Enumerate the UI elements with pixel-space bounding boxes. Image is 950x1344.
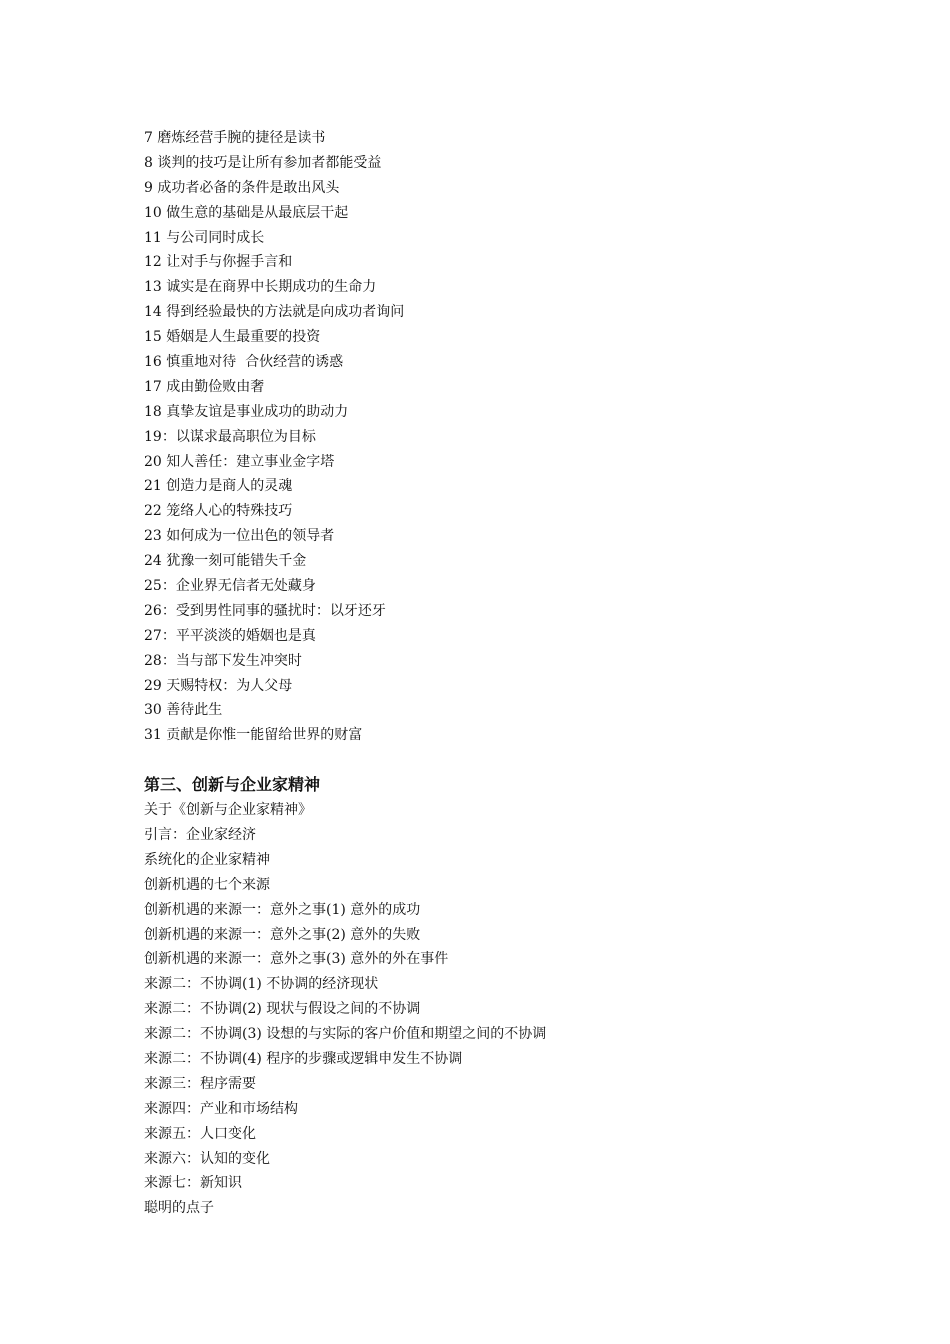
list-item: 来源五：人口变化: [144, 1125, 256, 1142]
list-item: 17 成由勤俭败由奢: [144, 378, 265, 395]
list-item: 8 谈判的技巧是让所有参加者都能受益: [144, 154, 382, 171]
list-item: 来源二：不协调(3) 设想的与实际的客户价值和期望之间的不协调: [144, 1026, 547, 1043]
list-item: 27：平平淡淡的婚姻也是真: [144, 627, 316, 644]
list-item: 20 知人善任：建立事业金字塔: [144, 453, 335, 470]
list-item: 创新机遇的七个来源: [144, 876, 270, 893]
list-item: 系统化的企业家精神: [144, 851, 270, 868]
document-content: [144, 126, 844, 1221]
list-item: 18 真挚友谊是事业成功的助动力: [144, 403, 349, 420]
list-item: 13 诚实是在商界中长期成功的生命力: [144, 279, 377, 296]
list-item: 来源六：认知的变化: [144, 1150, 270, 1167]
list-item: 创新机遇的来源一：意外之事(1) 意外的成功: [144, 901, 421, 918]
list-item: 30 善待此生: [144, 702, 223, 719]
list-item: 7 磨炼经营手腕的捷径是读书: [144, 130, 326, 146]
list-item: 24 犹豫一刻可能错失千金: [144, 553, 307, 570]
list-item: 26：受到男性同事的骚扰时：以牙还牙: [144, 602, 386, 619]
list-item: 21 创造力是商人的灵魂: [144, 478, 293, 495]
list-item: 创新机遇的来源一：意外之事(2) 意外的失败: [144, 926, 421, 943]
list-item: 25：企业界无信者无处藏身: [144, 578, 316, 595]
list-item: 12 让对手与你握手言和: [144, 254, 293, 271]
chapter-list-part-two: [144, 126, 844, 748]
list-item: 11 与公司同时成长: [144, 229, 265, 246]
list-item: 31 贡献是你惟一能留给世界的财富: [144, 727, 363, 744]
list-item: 引言：企业家经济: [144, 826, 256, 843]
list-item: 聪明的点子: [144, 1200, 214, 1217]
list-item: 15 婚姻是人生最重要的投资: [144, 329, 321, 346]
list-item: 29 天赐特权：为人父母: [144, 677, 293, 694]
list-item: 22 笼络人心的特殊技巧: [144, 503, 293, 520]
list-item: 16 慎重地对待 合伙经营的诱惑: [144, 354, 344, 371]
list-item: 14 得到经验最快的方法就是向成功者询问: [144, 304, 405, 321]
list-item: 创新机遇的来源一：意外之事(3) 意外的外在事件: [144, 951, 449, 968]
list-item: 来源七：新知识: [144, 1175, 242, 1192]
list-item: 来源三：程序需要: [144, 1075, 256, 1092]
list-item: 10 做生意的基础是从最底层干起: [144, 204, 349, 221]
list-item: 28：当与部下发生冲突时: [144, 652, 302, 669]
list-item: 来源二：不协调(2) 现状与假设之间的不协调: [144, 1001, 421, 1018]
list-item: 23 如何成为一位出色的领导者: [144, 528, 335, 545]
list-item: 9 成功者必备的条件是敢出风头: [144, 179, 340, 196]
chapter-list-part-three: [144, 798, 844, 1221]
section-heading: 第三、创新与企业家精神: [144, 775, 321, 795]
list-item: 来源二：不协调(1) 不协调的经济现状: [144, 976, 379, 993]
section-spacer: [144, 748, 844, 773]
list-item: 来源四：产业和市场结构: [144, 1100, 298, 1117]
list-item: 关于《创新与企业家精神》: [144, 802, 312, 819]
list-item: 19：以谋求最高职位为目标: [144, 428, 316, 445]
list-item: 来源二：不协调(4) 程序的步骤或逻辑申发生不协调: [144, 1050, 463, 1067]
